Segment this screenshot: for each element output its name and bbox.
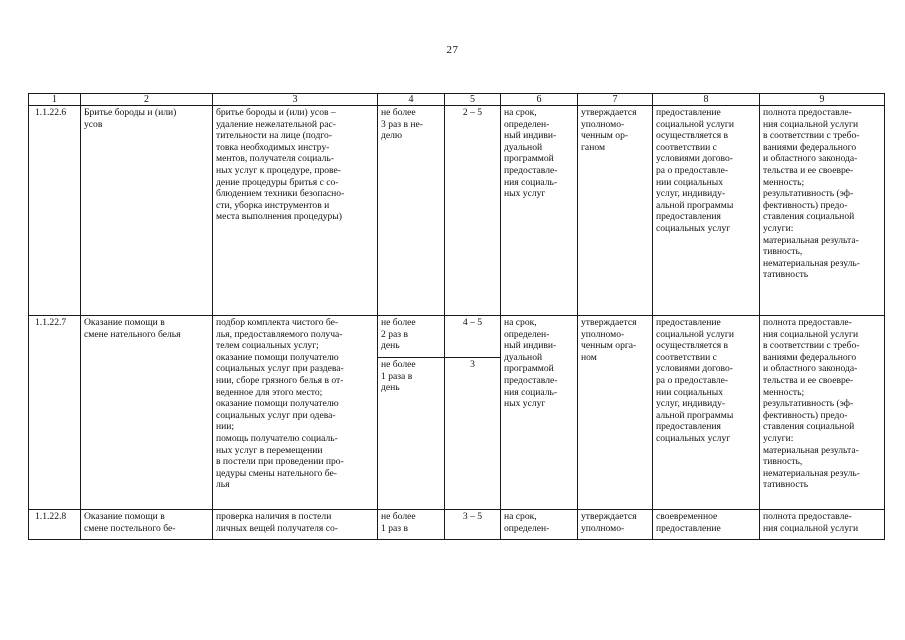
service-description-part-a: подбор комплекта чистого бе- лья, предоставляемого получа- телем социальных услуг; [216, 317, 343, 352]
service-conditions [653, 316, 760, 510]
header-col-2: 2 [81, 94, 213, 106]
header-col-8: 8 [653, 94, 760, 106]
service-frequency [378, 106, 445, 316]
table-row [29, 316, 885, 358]
service-term [501, 106, 578, 316]
service-quality-text: полнота предоставле- ния социальной услуги [763, 511, 859, 534]
service-description-text: проверка наличия в постели личных вещей получателя со- [216, 511, 338, 534]
service-description-part-b: оказание помощи получателю социальных услуг при раздева- нии, сборе грязного белья в от- веденное для этого место; оказание помощи получателю социальных услуг при одева- нии; помощь получателю социаль- ных услуг в перемещении в постели при проведении про- цедуры смены нательного бе- лья [216, 351, 344, 491]
service-name-text: Оказание помощи в смене постельного бе- [84, 511, 176, 534]
header-col-3: 3 [213, 94, 378, 106]
service-term-text: на срок, определен- ный индиви- дуальной программой предоставле- ния социаль- ных услуг [504, 317, 558, 410]
service-term [501, 510, 578, 540]
service-frequency [378, 510, 445, 540]
service-code-text: 1.1.22.8 [35, 511, 67, 522]
service-conditions-text: своевременное предоставление [656, 511, 721, 534]
service-conditions-text: предоставление социальной услуги осуществляется в соответствии с условиями догово- ра о предоставле- нии социальных услуг, индивиду- альной программы предоставления социальных услуг [656, 107, 735, 234]
service-conditions [653, 510, 760, 540]
service-description-text: бритье бороды и (или) усов – удаление нежелательной рас- тительности на лице (подго- товка необходимых инстру- ментов, получателя социаль- ных услуг к процедуре, прове- дение процедуры бритья с со- блюдением техники безопасно- сти, уборка инструментов и места выполнения процедуры) [216, 107, 345, 223]
header-col-6: 6 [501, 94, 578, 106]
service-name-text: Бритье бороды и (или) усов [84, 107, 177, 130]
table-header-row [29, 94, 885, 106]
service-norm [578, 510, 653, 540]
service-quality-text: полнота предоставле- ния социальной услуги в соответствии с требо- ваниями федерального и областного законода- тельства и ее своевре- менность; результативность (эф- фективность) предо- ставления социальной услуги: материальная результа- тивность, нематериальная резуль- тативность [763, 107, 860, 281]
service-frequency-a [378, 316, 445, 358]
service-duration [445, 106, 501, 316]
service-term-text: на срок, определен- [504, 511, 550, 534]
service-norm [578, 106, 653, 316]
service-norm-text: утверждается уполномо- ченным орга- ном [581, 317, 637, 363]
service-quality [760, 106, 885, 316]
service-quality [760, 316, 885, 510]
page-number: 27 [446, 44, 459, 56]
header-col-7: 7 [578, 94, 653, 106]
table-row [29, 510, 885, 540]
service-frequency-text: не более 3 раз в не- делю [381, 107, 423, 142]
service-code [29, 510, 81, 540]
service-name [81, 510, 213, 540]
service-name [81, 316, 213, 510]
header-col-4: 4 [378, 94, 445, 106]
service-term [501, 316, 578, 510]
service-description [213, 510, 378, 540]
service-duration-b [445, 358, 501, 510]
service-duration-text: 2 – 5 [462, 107, 483, 118]
service-name-text: Оказание помощи в смене нательного белья [84, 317, 181, 340]
header-col-1: 1 [29, 94, 81, 106]
service-quality-text: полнота предоставле- ния социальной услуги в соответствии с требо- ваниями федерального и областного законода- тельства и ее своевре- менность; результативность (эф- фективность) предо- ставления социальной услуги: материальная результа- тивность, нематериальная резуль- тативность [763, 317, 860, 491]
header-col-5: 5 [445, 94, 501, 106]
service-term-text: на срок, определен- ный индиви- дуальной программой предоставле- ния социаль- ных услуг [504, 107, 558, 200]
service-description [213, 316, 378, 510]
service-code [29, 316, 81, 510]
services-table [28, 93, 885, 540]
service-conditions [653, 106, 760, 316]
service-conditions-text: предоставление социальной услуги осуществляется в соответствии с условиями догово- ра о предоставле- нии социальных услуг, индивиду- альной программы предоставления социальных услуг [656, 317, 735, 444]
service-frequency-text: не более 1 раз в [381, 511, 416, 534]
header-col-9: 9 [760, 94, 885, 106]
service-code-text: 1.1.22.7 [35, 317, 67, 328]
service-code-text: 1.1.22.6 [35, 107, 67, 118]
service-norm-text: утверждается уполномо- ченным ор- ганом [581, 107, 637, 153]
service-duration-a-text: 4 – 5 [462, 317, 483, 328]
service-duration [445, 510, 501, 540]
service-frequency-b-text: не более 1 раза в день [381, 359, 416, 394]
service-quality [760, 510, 885, 540]
service-description [213, 106, 378, 316]
service-frequency-a-text: не более 2 раз в день [381, 317, 416, 352]
service-duration-text: 3 – 5 [462, 511, 483, 522]
service-duration-b-text: 3 [470, 359, 475, 370]
service-norm-text: утверждается уполномо- [581, 511, 637, 534]
service-code [29, 106, 81, 316]
service-frequency-b [378, 358, 445, 510]
table-row [29, 106, 885, 316]
service-duration-a [445, 316, 501, 358]
service-norm [578, 316, 653, 510]
service-name [81, 106, 213, 316]
